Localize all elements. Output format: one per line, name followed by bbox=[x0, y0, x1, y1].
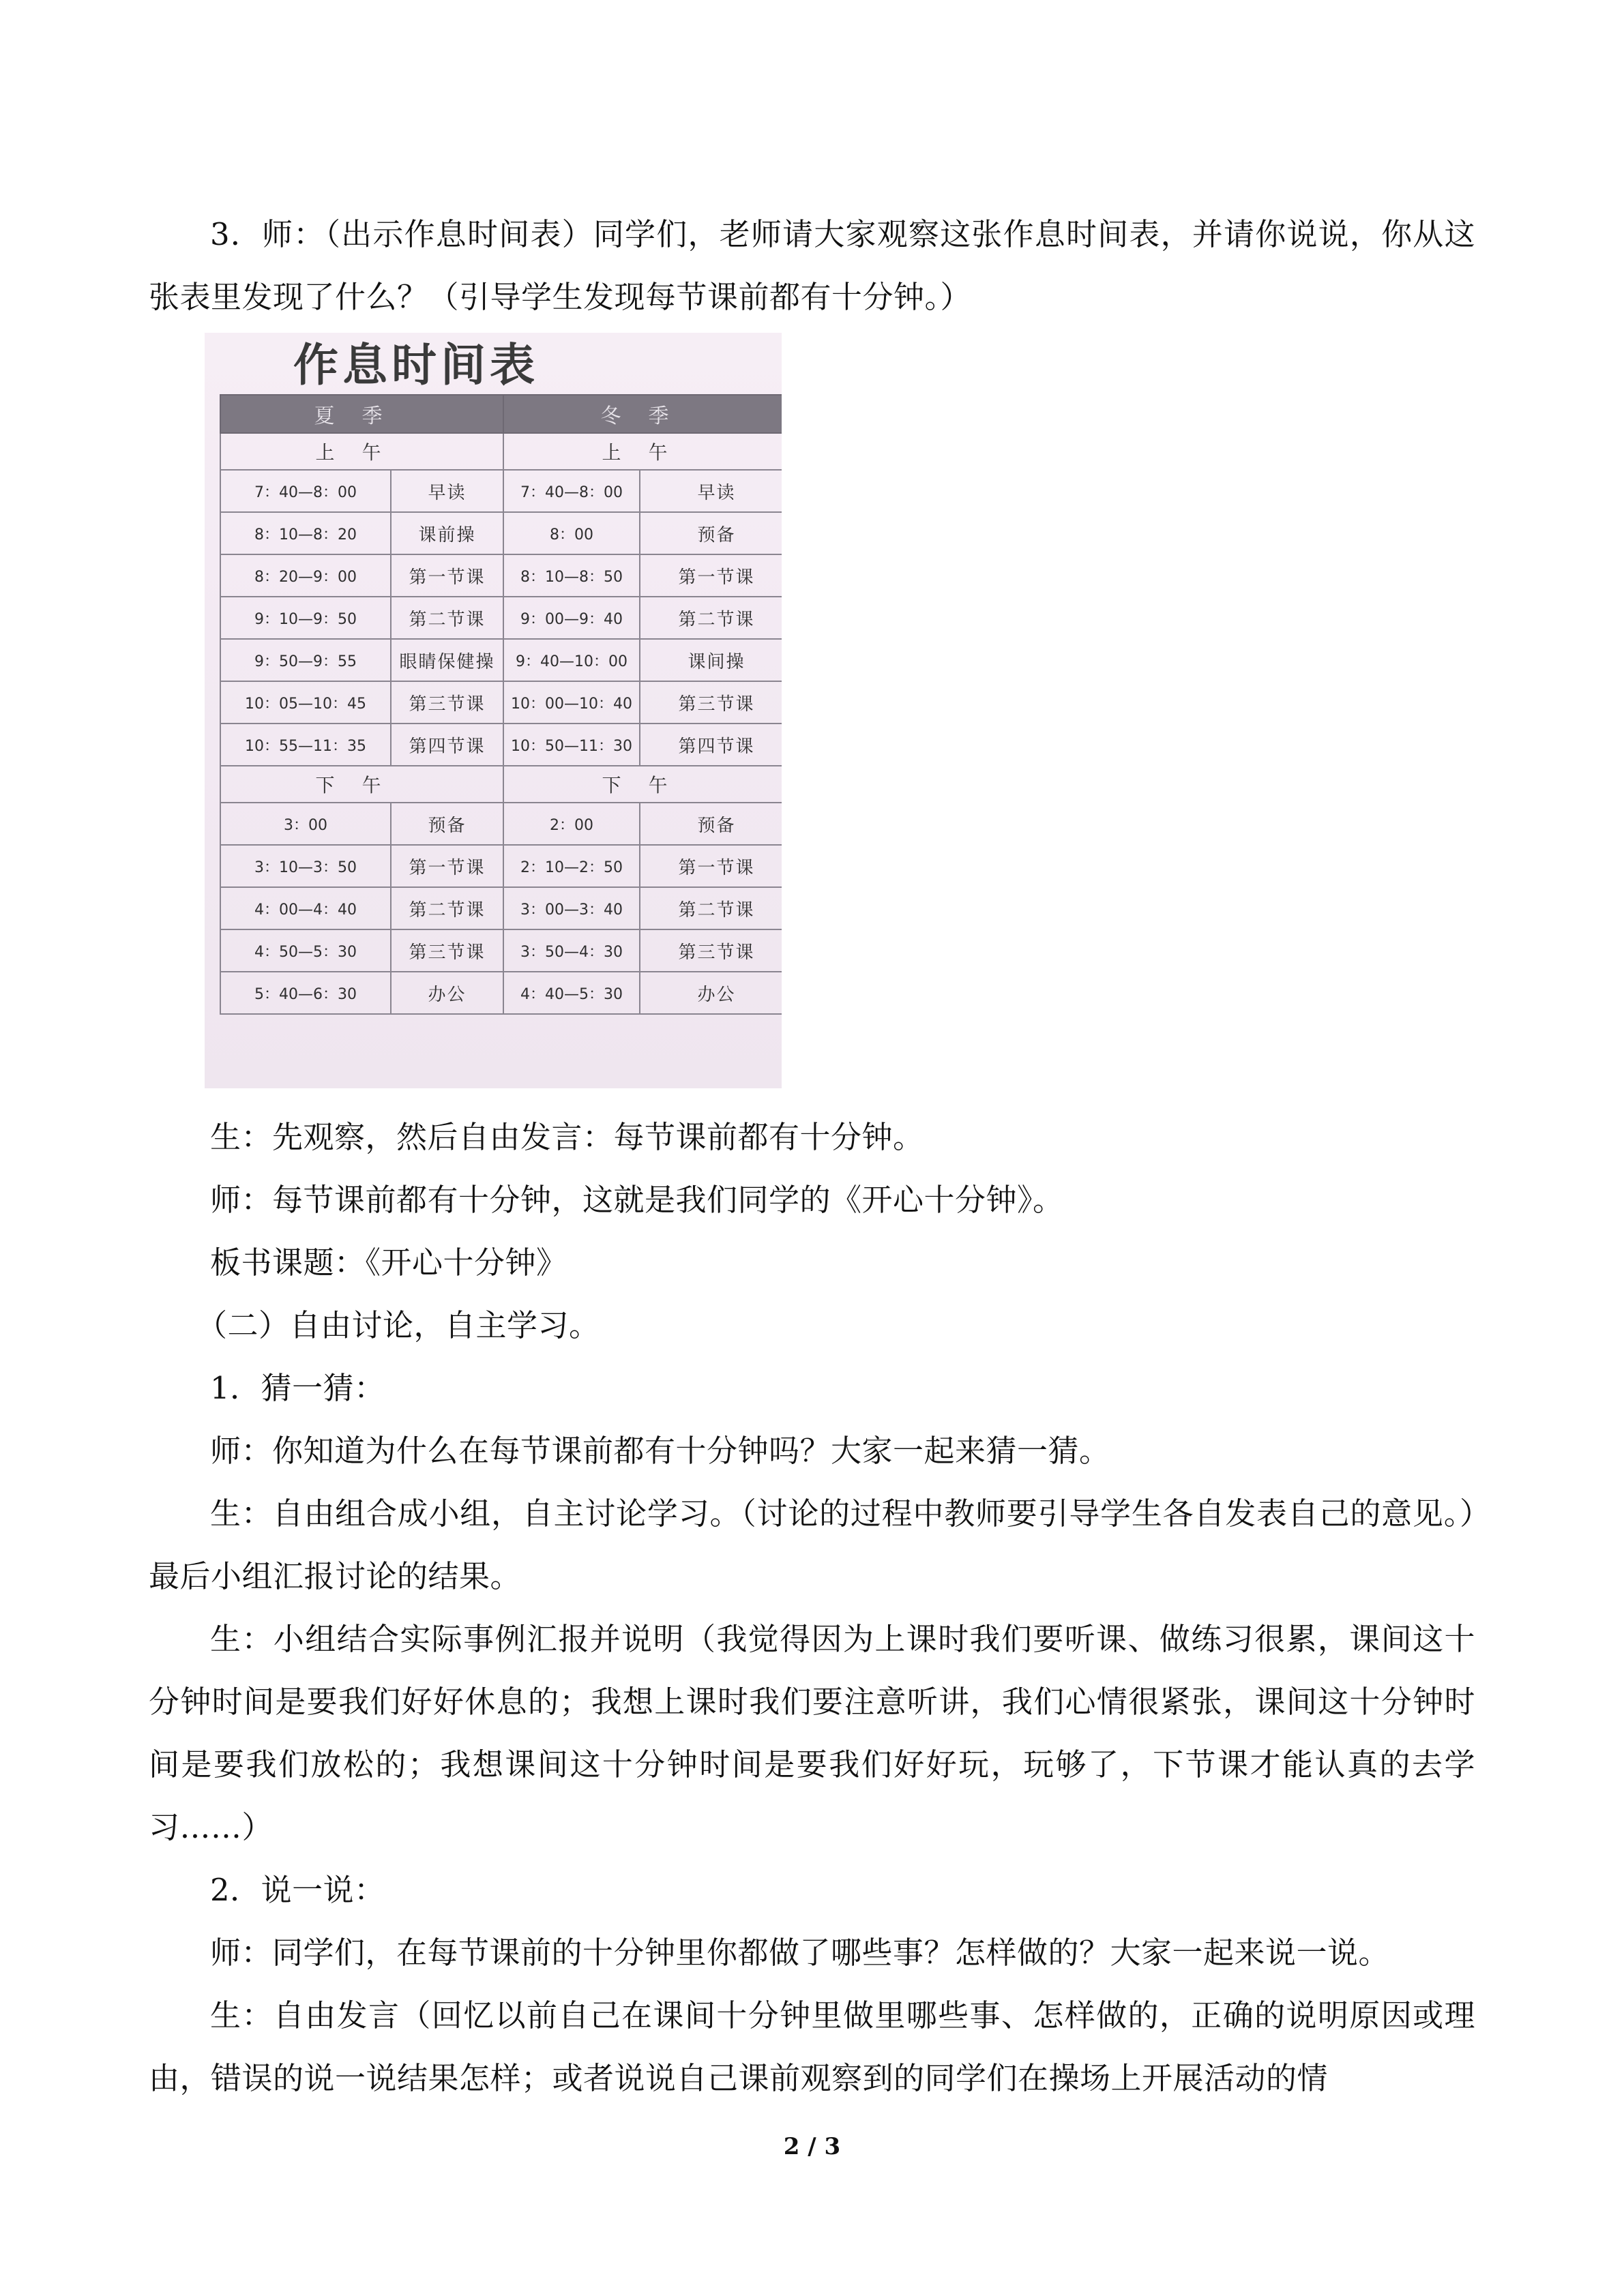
summer-time: 4：50—5：30 bbox=[220, 929, 391, 972]
schedule-row bbox=[220, 639, 782, 681]
schedule-row bbox=[220, 512, 782, 554]
summer-header: 夏季 bbox=[220, 395, 503, 433]
winter-activity: 预备 bbox=[640, 803, 782, 845]
schedule-row bbox=[220, 803, 782, 845]
schedule-table bbox=[220, 394, 782, 1015]
winter-activity: 第二节课 bbox=[640, 597, 782, 639]
winter-activity: 第一节课 bbox=[640, 845, 782, 887]
summer-activity: 第一节课 bbox=[391, 554, 503, 597]
winter-activity: 第二节课 bbox=[640, 887, 782, 929]
winter-activity: 早读 bbox=[640, 470, 782, 512]
summer-time: 9：50—9：55 bbox=[220, 639, 391, 681]
winter-time: 9：40—10：00 bbox=[503, 639, 640, 681]
schedule-row bbox=[220, 887, 782, 929]
schedule-row bbox=[220, 597, 782, 639]
paragraph: 生：自由组合成小组，自主讨论学习。（讨论的过程中教师要引导学生各自发表自己的意见。）最后小组汇报讨论的结果。 bbox=[149, 1495, 1475, 1594]
schedule-row bbox=[220, 681, 782, 724]
half-day-header: 下午 bbox=[220, 766, 503, 803]
winter-time: 9：00—9：40 bbox=[503, 597, 640, 639]
summer-activity: 第三节课 bbox=[391, 929, 503, 972]
winter-time: 4：40—5：30 bbox=[503, 972, 640, 1014]
winter-time: 8：00 bbox=[503, 512, 640, 554]
half-day-header: 下午 bbox=[503, 766, 782, 803]
winter-time: 7：40—8：00 bbox=[503, 470, 640, 512]
summer-time: 3：00 bbox=[220, 803, 391, 845]
winter-activity: 课间操 bbox=[640, 639, 782, 681]
schedule-row bbox=[220, 470, 782, 512]
winter-time: 2：10—2：50 bbox=[503, 845, 640, 887]
winter-activity: 办公 bbox=[640, 972, 782, 1014]
winter-activity: 第三节课 bbox=[640, 929, 782, 972]
summer-activity: 办公 bbox=[391, 972, 503, 1014]
page-number: 2 / 3 bbox=[783, 2133, 841, 2160]
winter-time: 3：00—3：40 bbox=[503, 887, 640, 929]
schedule-row bbox=[220, 845, 782, 887]
summer-time: 3：10—3：50 bbox=[220, 845, 391, 887]
winter-time: 10：50—11：30 bbox=[503, 724, 640, 766]
paragraph: 生：先观察，然后自由发言：每节课前都有十分钟。 bbox=[210, 1119, 924, 1155]
paragraph: 1．猜一猜： bbox=[210, 1370, 385, 1406]
schedule-title: 作息时间表 bbox=[293, 339, 539, 391]
schedule-photo bbox=[205, 333, 782, 1088]
winter-time: 3：50—4：30 bbox=[503, 929, 640, 972]
winter-activity: 第三节课 bbox=[640, 681, 782, 724]
summer-time: 5：40—6：30 bbox=[220, 972, 391, 1014]
paragraph: 师：每节课前都有十分钟，这就是我们同学的《开心十分钟》。 bbox=[210, 1182, 1064, 1218]
summer-time: 7：40—8：00 bbox=[220, 470, 391, 512]
schedule-row bbox=[220, 554, 782, 597]
summer-time: 9：10—9：50 bbox=[220, 597, 391, 639]
summer-time: 10：55—11：35 bbox=[220, 724, 391, 766]
paragraph: 3．师：（出示作息时间表）同学们，老师请大家观察这张作息时间表，并请你说说，你从这张表里发现了什么？（引导学生发现每节课前都有十分钟。） bbox=[149, 216, 1475, 315]
summer-activity: 第二节课 bbox=[391, 597, 503, 639]
summer-time: 8：20—9：00 bbox=[220, 554, 391, 597]
body-paragraphs bbox=[149, 1106, 1475, 2110]
winter-activity: 第四节课 bbox=[640, 724, 782, 766]
winter-time: 2：00 bbox=[503, 803, 640, 845]
schedule-row bbox=[220, 972, 782, 1014]
winter-activity: 第一节课 bbox=[640, 554, 782, 597]
paragraph: 师：你知道为什么在每节课前都有十分钟吗？大家一起来猜一猜。 bbox=[210, 1433, 1110, 1469]
winter-activity: 预备 bbox=[640, 512, 782, 554]
paragraph: 生：自由发言（回忆以前自己在课间十分钟里做里哪些事、怎样做的，正确的说明原因或理由，错误的说一说结果怎样；或者说说自己课前观察到的同学们在操场上开展活动的情 bbox=[149, 1997, 1475, 2096]
winter-time: 8：10—8：50 bbox=[503, 554, 640, 597]
summer-activity: 第四节课 bbox=[391, 724, 503, 766]
summer-activity: 课前操 bbox=[391, 512, 503, 554]
summer-time: 8：10—8：20 bbox=[220, 512, 391, 554]
half-day-header: 上午 bbox=[503, 433, 782, 470]
summer-activity: 早读 bbox=[391, 470, 503, 512]
summer-activity: 预备 bbox=[391, 803, 503, 845]
half-day-header: 上午 bbox=[220, 433, 503, 470]
summer-activity: 第二节课 bbox=[391, 887, 503, 929]
schedule-row bbox=[220, 724, 782, 766]
paragraph: 板书课题：《开心十分钟》 bbox=[210, 1244, 567, 1281]
summer-activity: 眼睛保健操 bbox=[391, 639, 503, 681]
paragraph: 师：同学们，在每节课前的十分钟里你都做了哪些事？怎样做的？大家一起来说一说。 bbox=[210, 1935, 1390, 1971]
intro-paragraphs bbox=[149, 203, 1475, 329]
paragraph: （二）自由讨论，自主学习。 bbox=[196, 1307, 600, 1343]
summer-activity: 第三节课 bbox=[391, 681, 503, 724]
schedule-row bbox=[220, 929, 782, 972]
paragraph: 生：小组结合实际事例汇报并说明（我觉得因为上课时我们要听课、做练习很累，课间这十分钟时间是要我们好好休息的；我想上课时我们要注意听讲，我们心情很紧张，课间这十分钟时间是要我们放松的；我想课间这十分钟时间是要我们好好玩，玩够了，下节课才能认真的去学习……） bbox=[149, 1621, 1475, 1845]
paragraph: 2．说一说： bbox=[210, 1872, 385, 1908]
winter-time: 10：00—10：40 bbox=[503, 681, 640, 724]
winter-header: 冬季 bbox=[503, 395, 782, 433]
summer-activity: 第一节课 bbox=[391, 845, 503, 887]
summer-time: 10：05—10：45 bbox=[220, 681, 391, 724]
summer-time: 4：00—4：40 bbox=[220, 887, 391, 929]
document-body bbox=[149, 203, 1475, 2110]
